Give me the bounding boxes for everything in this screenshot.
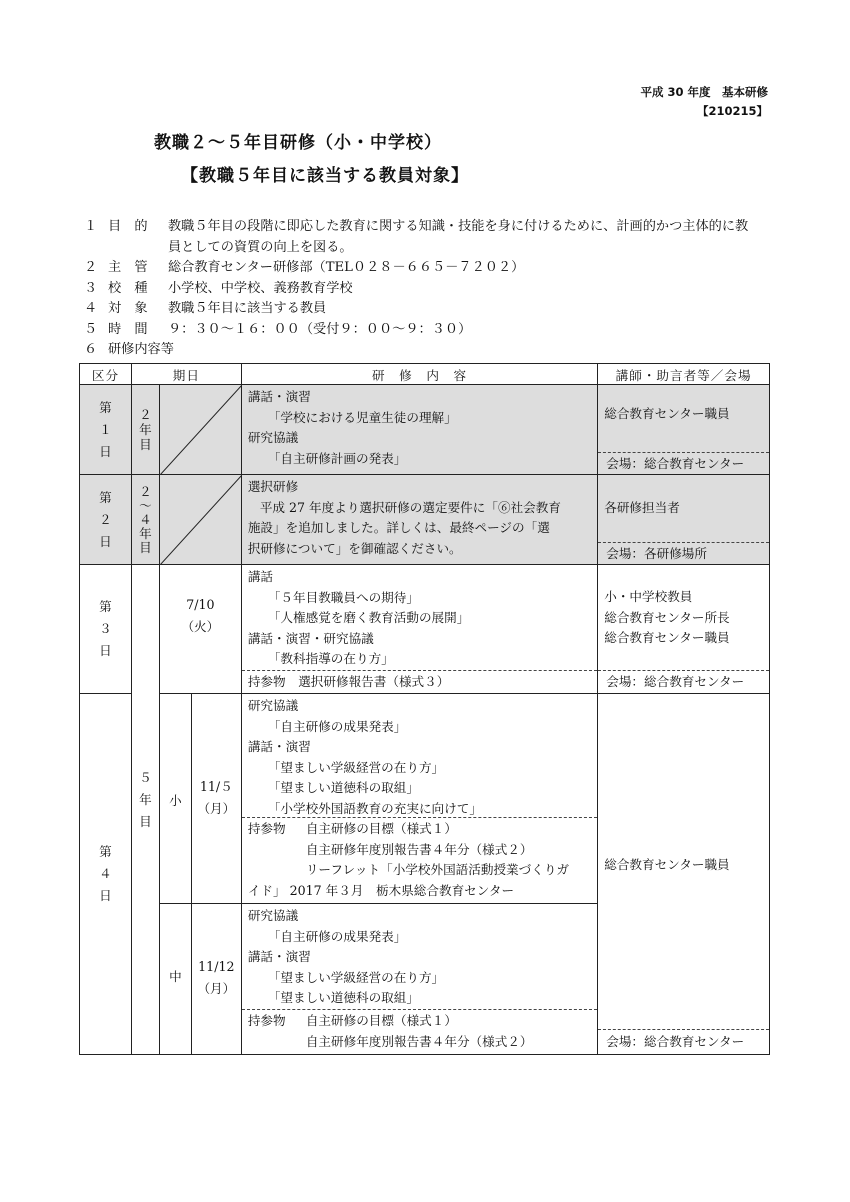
day4-label: 第 ４ 日 [80, 694, 132, 1055]
day4-chu-label: 中 [159, 904, 191, 1055]
day4-sho-bring: 持参物 自主研修の目標（様式１） 自主研修年度別報告書４年分（様式２） リーフレット「小学校外国語活動授業づくりガ イド」 2017 年３月 栃木県総合教育センター [242, 817, 597, 903]
info-school-type: ３ 校 種 小学校、中学校、義務教育学校 [84, 280, 353, 296]
day4-sho-label: 小 [159, 694, 191, 904]
col-kijitsu: 期日 [131, 364, 241, 385]
table-row-day1 [80, 385, 770, 475]
info-list: １ 目 的 教職５年目の段階に即応した教育に関する知識・技能を身に付けるために、計画的かつ主体的に教 員としての資質の向上を図る。 ２ 主 管 総合教育センター研修部（TEL０２８－６６５－７２０２） ３ 校 種 小学校、中学校、義務教育学校 ４ 対 象 教職５年目に該当する教員 ５ 時 間 ９：３０～１６：００（受付９：００～９：３０） ６ 研修内容等 [84, 217, 774, 361]
day3-date: 7/10 （火） [159, 565, 241, 694]
table-header-row [80, 364, 770, 385]
day4-chu-date: 11/12 （月） [191, 904, 241, 1055]
day3-content: 講話 「５年目教職員への期待」 「人権感覚を磨く教育活動の展開」 講話・演習・研究協議 「教科指導の在り方」 持参物 選択研修報告書（様式３） [241, 565, 597, 694]
day2-date-slash [159, 475, 241, 565]
info-time: ５ 時 間 ９：３０～１６：００（受付９：００～９：３０） [84, 321, 472, 337]
day3-venue: 会場：総合教育センター [598, 670, 769, 693]
title-line2: 【教職５年目に該当する教員対象】 [181, 166, 469, 186]
schedule-table [79, 363, 770, 1055]
day3-label: 第 ３ 日 [80, 565, 132, 694]
title-line1: 教職２～５年目研修（小・中学校） [154, 133, 442, 153]
day1-period: ２ 年 目 [131, 385, 159, 475]
info-target: ４ 対 象 教職５年目に該当する教員 [84, 301, 327, 316]
day1-date-slash [159, 385, 241, 475]
year5-label: ５ 年 目 [131, 565, 159, 1055]
table-row-day3 [80, 565, 770, 694]
day4-sho-content: 研究協議 「自主研修の成果発表」 講話・演習 「望ましい学級経営の在り方」 「望ましい道徳科の取組」 「小学校外国語教育の充実に向けて」 持参物 自主研修の目標（様式１） 自主研修年度別報告書４年分（様式２） リーフレット「小学校外国語活動授業づくりガ イド」 2017 年３月 栃木県総合教育センター [241, 694, 597, 904]
day2-lecturer: 各研修担当者 会場：各研修場所 [598, 475, 770, 565]
info-organizer: ２ 主 管 総合教育センター研修部（TEL０２８－６６５－７２０２） [84, 260, 525, 275]
day4-chu-content: 研究協議 「自主研修の成果発表」 講話・演習 「望ましい学級経営の在り方」 「望ましい道徳科の取組」 持参物 自主研修の目標（様式１） 自主研修年度別報告書４年分（様式２） [241, 904, 597, 1055]
day1-content: 講話・演習 「学校における児童生徒の理解」 研究協議 「自主研修計画の発表」 [241, 385, 597, 475]
col-koshi: 講師・助言者等／会場 [598, 364, 770, 385]
day2-content: 選択研修 平成 27 年度より選択研修の選定要件に「⑥社会教育 施設」を追加しました。詳しくは、最終ページの「選 択研修について」を御確認ください。 [241, 475, 597, 565]
day4-venue: 会場：総合教育センター [598, 1029, 769, 1054]
diagonal-line [160, 385, 242, 475]
day2-period: ２ ～ ４ 年 目 [131, 475, 159, 565]
day2-label: 第 ２ 日 [80, 475, 132, 565]
info-purpose: １ 目 的 教職５年目の段階に即応した教育に関する知識・技能を身に付けるために、計画的かつ主体的に教 [84, 219, 749, 234]
day4-chu-bring: 持参物 自主研修の目標（様式１） 自主研修年度別報告書４年分（様式２） [242, 1009, 597, 1054]
day4-lecturer: 総合教育センター職員 会場：総合教育センター [598, 694, 770, 1055]
table-row-day4-elementary [80, 694, 770, 904]
info-contents: ６ 研修内容等 [84, 342, 174, 357]
day1-venue: 会場：総合教育センター [598, 452, 769, 474]
day3-bring: 持参物 選択研修報告書（様式３） [242, 670, 597, 693]
year-label: 平成 30 年度 基本研修 [640, 85, 768, 99]
diagonal-line [160, 475, 242, 565]
day1-lecturer: 総合教育センター職員 会場：総合教育センター [598, 385, 770, 475]
day1-label: 第 １ 日 [80, 385, 132, 475]
table-row-day2 [80, 475, 770, 565]
day2-venue: 会場：各研修場所 [598, 542, 769, 564]
day3-lecturer: 小・中学校教員 総合教育センター所長 総合教育センター職員 会場：総合教育センター [598, 565, 770, 694]
day4-sho-date: 11/５ （月） [191, 694, 241, 904]
col-naiyo: 研 修 内 容 [241, 364, 597, 385]
col-kubun: 区分 [80, 364, 132, 385]
document-code: 【210215】 [696, 104, 768, 118]
